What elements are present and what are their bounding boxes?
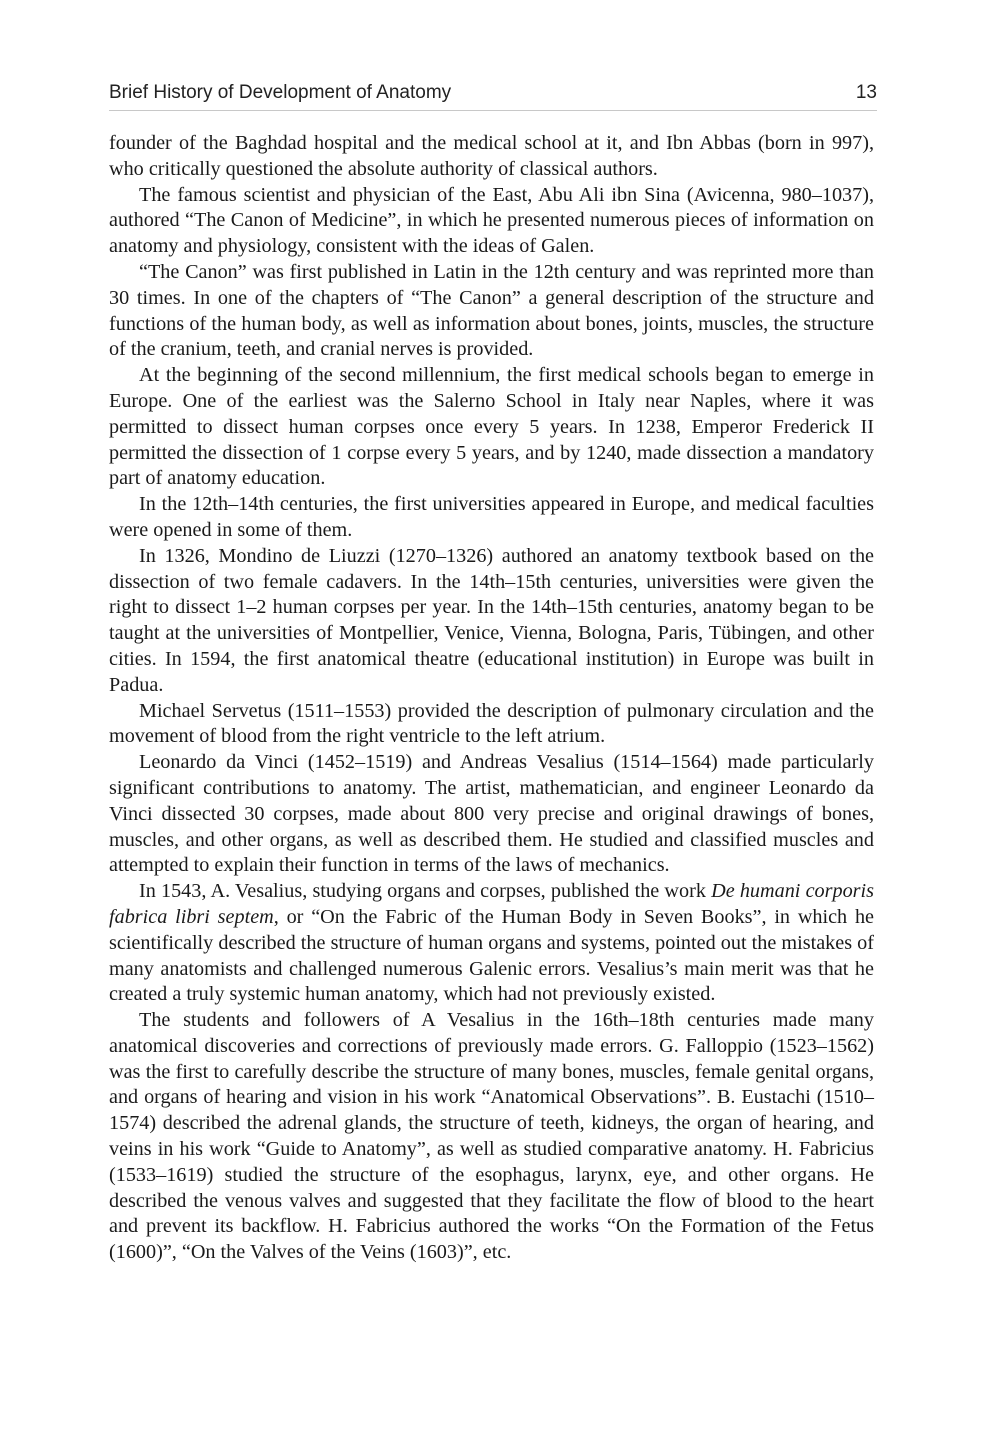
paragraph-universities: In the 12th–14th centuries, the first universities appeared in Europe, and medical faculties were opened in some of them.	[109, 493, 874, 541]
paragraph-medical-schools: At the beginning of the second millennium, the first medical schools began to emerge in Europe. One of the earliest was the Salerno School in Italy near Naples, where it was permitted to dissect human corpses once every 5 years. In 1238, Emperor Frederick II permitted the dissection of 1 corpse every 5 years, and by 1240, made dissection a mandatory part of anatomy education.	[109, 364, 874, 490]
paragraph-servetus: Michael Servetus (1511–1553) provided the description of pulmonary circulation and the movement of blood from the right ventricle to the left atrium.	[109, 699, 874, 748]
paragraph-leonardo: Leonardo da Vinci (1452–1519) and Andreas Vesalius (1514–1564) made particularly significant contributions to anatomy. The artist, mathematician, and engineer Leonardo da Vinci dissected 30 corpses, made about 800 very precise and original drawings of bones, muscles, and other organs, as well as described them. He studied and classified muscles and attempted to explain their function in terms of the laws of mechanics.	[109, 751, 874, 877]
paragraph-avicenna: The famous scientist and physician of the East, Abu Ali ibn Sina (Avicenna, 980–1037), authored “The Canon of Medicine”, in which he presented numerous pieces of information on anatomy and physiology, consistent with the ideas of Galen.	[109, 183, 874, 258]
paragraph-vesalius	[109, 879, 874, 1008]
fabrica-title: De humani corporis fabrica libri septem	[109, 880, 874, 928]
paragraph-mondino: In 1326, Mondino de Liuzzi (1270–1326) authored an anatomy textbook based on the dissection of two female cadavers. In the 14th–15th centuries, universities were given the right to dissect 1–2 human corpses per year. In the 14th–15th centuries, anatomy began to be taught at the universities of Montpellier, Venice, Vienna, Bologna, Paris, Tübingen, and other cities. In 1594, the first anatomical theatre (educational institution) in Europe was built in Padua.	[109, 544, 874, 696]
body-text	[109, 131, 874, 1266]
running-header	[109, 82, 877, 110]
header-rule	[109, 110, 877, 111]
vesalius-text-before: In 1543, A. Vesalius, studying organs and corpses, published the work	[139, 880, 712, 903]
vesalius-text-after: , or “On the Fabric of the Human Body in Seven Books”, in which he scientifically described the structure of human organs and systems, pointed out the mistakes of many anatomists and challenged numerous Galenic errors. Vesalius’s main merit was that he created a truly systemic human anatomy, which had not previously existed.	[109, 905, 875, 1006]
page-number: 13	[855, 82, 877, 103]
paragraph-followers: The students and followers of A Vesalius in the 16th–18th centuries made many anatomical discoveries and corrections of previously made errors. G. Falloppio (1523–1562) was the first to carefully describe the structure of many bones, muscles, female genital organs, and organs of hearing and vision in his work “Anatomical Observations”. B. Eustachi (1510–1574) described the adrenal glands, the structure of teeth, kidneys, the organ of hearing, and veins in his work “Guide to Anatomy”, as well as studied comparative anatomy. H. Fabricius (1533–1619) studied the structure of the esophagus, larynx, eye, and other organs. He described the venous valves and suggested that they facilitate the flow of blood to the heart and prevent its backflow. H. Fabricius authored the works “On the Formation of the Fetus (1600)”, “On the Valves of the Veins (1603)”, etc.	[109, 1009, 874, 1264]
paragraph-continuation: founder of the Baghdad hospital and the medical school at it, and Ibn Abbas (born in 997), who critically questioned the absolute authority of classical authors.	[109, 132, 874, 180]
chapter-title: Brief History of Development of Anatomy	[109, 82, 452, 103]
paragraph-canon: “The Canon” was first published in Latin in the 12th century and was reprinted more than 30 times. In one of the chapters of “The Canon” a general description of the structure and functions of the human body, as well as information about bones, joints, muscles, the structure of the cranium, teeth, and cranial nerves is provided.	[109, 260, 874, 361]
